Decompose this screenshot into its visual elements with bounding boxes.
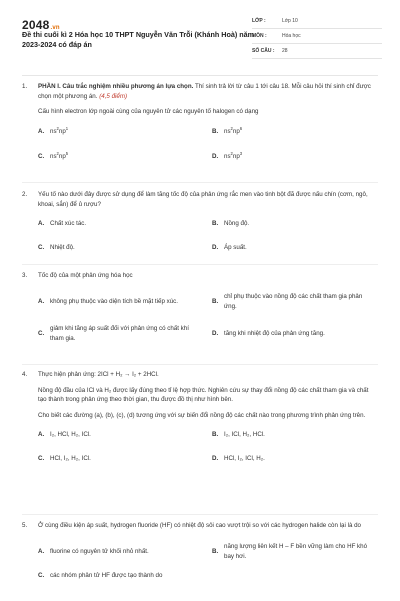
option-a[interactable] [38, 291, 198, 313]
option-a[interactable] [38, 430, 198, 440]
meta-value-class: Lớp 10 [282, 18, 298, 24]
meta-row-class [252, 14, 382, 29]
meta-value-subject: Hóa học [282, 33, 301, 39]
exam-title: Đề thi cuối kì 2 Hóa học 10 THPT Nguyễn Văn Trỗi (Khánh Hoà) năm 2023-2024 có đáp án [22, 30, 255, 49]
option-text: Chất xúc tác. [50, 220, 87, 227]
option-label: A. [38, 431, 45, 438]
option-label: A. [38, 297, 45, 305]
option-label: B. [212, 547, 219, 555]
option-label: C. [38, 244, 45, 251]
option-text: $ns^2np^5$ [50, 150, 69, 160]
question-2 [22, 190, 378, 257]
meta-label-count: SỐ CÂU : [252, 48, 275, 54]
part-title: PHẦN I. Câu trắc nghiệm nhiều phương án lựa chọn. [38, 83, 194, 90]
option-text: HCl, I₂, H₂, ICl. [50, 455, 91, 462]
option-label: C. [38, 571, 45, 579]
option-a[interactable] [38, 541, 198, 563]
option-d[interactable] [212, 243, 372, 253]
question-stem: Thực hiện phản ứng: 2ICl + H₂ → I₂ + 2HCl. [38, 371, 159, 378]
option-label: B. [212, 127, 219, 135]
option-label: B. [212, 297, 219, 305]
options [38, 541, 378, 601]
option-c[interactable] [38, 152, 198, 162]
option-c[interactable] [38, 323, 198, 345]
option-label: A. [38, 220, 45, 227]
question-4 [22, 370, 378, 468]
question-number: 1. [22, 83, 28, 90]
option-a[interactable] [38, 219, 198, 229]
options [38, 219, 378, 257]
header-divider [22, 75, 378, 76]
option-text: I₂, ICl, H₂, HCl. [224, 431, 265, 438]
option-label: A. [38, 547, 45, 555]
option-text: fluorine có nguyên tử khối nhỏ nhất. [50, 547, 149, 555]
document-header [0, 0, 400, 72]
part-points: (4,5 điểm) [99, 92, 128, 100]
question-stem: Yếu tố nào dưới đây được sử dụng để làm tăng tốc độ của phản ứng rắc men vào tinh bột đã được nấu chín (cơm, ngô, khoai, sắn) để ủ rượu? [38, 191, 368, 208]
option-label: C. [38, 329, 45, 337]
meta-value-count: 28 [282, 48, 288, 54]
option-text: năng lượng liên kết H – F bền vững làm cho HF khó bay hơi. [224, 543, 368, 560]
option-label: D. [212, 329, 219, 337]
question-stem: Ở cùng điều kiện áp suất, hydrogen fluoride (HF) có nhiệt độ sôi cao vượt trội so với các hydrogen halide còn lại là do [38, 522, 361, 529]
option-label: C. [38, 455, 45, 462]
question-divider [22, 264, 378, 265]
question-paragraph-2: Cho biết các đường (a), (b), (c), (d) tương ứng với sự biến đổi nồng độ các chất nào trong phương trình phản ứng trên. [38, 411, 366, 419]
option-d[interactable] [212, 323, 372, 345]
option-d[interactable] [212, 152, 372, 162]
question-number: 3. [22, 272, 28, 279]
question-1 [22, 82, 378, 177]
option-label: D. [212, 244, 219, 251]
option-text: HCl, I₂, ICl, H₂. [224, 455, 265, 462]
option-text: Nhiệt độ. [50, 244, 75, 251]
meta-label-subject: MÔN : [252, 33, 267, 39]
meta-row-count [252, 44, 382, 59]
option-text: $ns^2np^3$ [224, 150, 243, 160]
question-divider [22, 364, 378, 365]
question-divider [22, 514, 378, 515]
logo-suffix: .vn [50, 25, 60, 31]
option-label: B. [212, 431, 219, 438]
option-b[interactable] [212, 541, 372, 563]
question-number: 4. [22, 371, 28, 378]
meta-row-subject [252, 29, 382, 44]
question-divider [22, 182, 378, 183]
meta-label-class: LỚP : [252, 18, 266, 24]
logo-main: 2048 [22, 18, 50, 32]
option-d[interactable] [212, 454, 372, 464]
option-text: tăng khi nhiệt độ của phản ứng tăng. [224, 329, 325, 337]
options [38, 127, 378, 177]
option-label: D. [212, 455, 219, 462]
option-label: C. [38, 152, 45, 160]
option-text: Áp suất. [224, 244, 247, 251]
option-c[interactable] [38, 243, 198, 253]
option-label: A. [38, 127, 45, 135]
question-number: 2. [22, 191, 28, 198]
exam-meta [252, 14, 382, 59]
option-text: chỉ phụ thuộc vào nồng độ các chất tham gia phản ứng. [224, 293, 363, 310]
question-paragraph-1: Nồng độ đầu của ICl và H₂ được lấy đúng theo tỉ lệ hợp thức. Nghiên cứu sự thay đổi nồng độ các chất tham gia và chất tạo thành trong phản ứng theo thời gian, thu được đồ thị như hình bên. [38, 386, 369, 403]
option-b[interactable] [212, 291, 372, 313]
option-label: B. [212, 220, 219, 227]
option-text: Nồng độ. [224, 220, 250, 227]
option-a[interactable] [38, 127, 198, 137]
option-c[interactable] [38, 571, 198, 581]
question-stem: Tốc độ của một phản ứng hóa học [38, 272, 133, 279]
option-text: I₂, HCl, H₂, ICl. [50, 431, 91, 438]
option-label: D. [212, 152, 219, 160]
option-text: $ns^2np^6$ [224, 125, 243, 135]
part-instructions [38, 82, 378, 101]
option-b[interactable] [212, 430, 372, 440]
option-text: các nhóm phân tử HF được tạo thành do [50, 571, 163, 579]
options [38, 291, 378, 351]
question-number: 5. [22, 522, 28, 529]
option-b[interactable] [212, 127, 372, 137]
option-text: không phụ thuộc vào diện tích bề mặt tiếp xúc. [50, 297, 178, 305]
question-5 [22, 521, 378, 601]
question-3 [22, 271, 378, 351]
options [38, 430, 378, 468]
option-b[interactable] [212, 219, 372, 229]
question-stem: Cấu hình electron lớp ngoài cùng của nguyên tử các nguyên tố halogen có dạng [38, 108, 259, 115]
part-description: Thí sinh trả lời từ câu 1 tới câu 18. Mỗi câu hỏi thí sinh chỉ được chọn một phương án. [38, 83, 371, 100]
option-text: giảm khi tăng áp suất đối với phản ứng có chất khí tham gia. [50, 325, 189, 342]
option-c[interactable] [38, 454, 198, 464]
option-text: $ns^2np^1$ [50, 125, 69, 135]
